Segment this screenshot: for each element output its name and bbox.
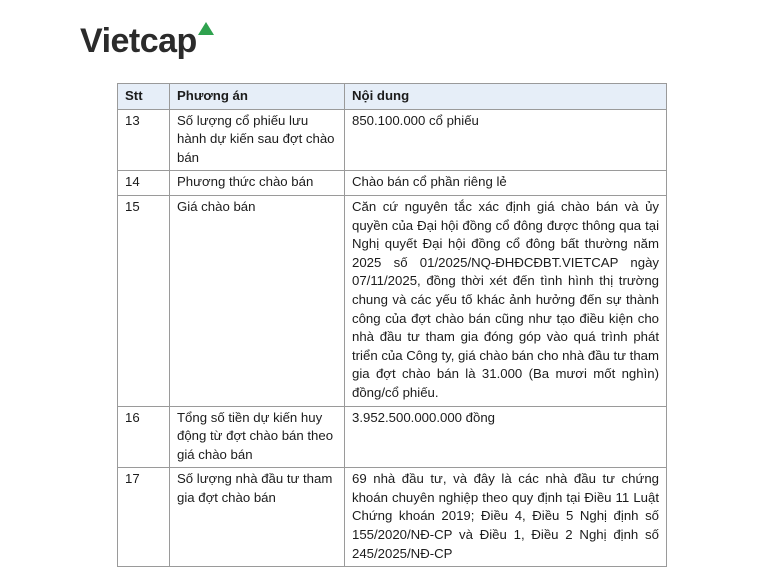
row-stt: 13 — [118, 109, 170, 171]
table-row — [118, 109, 667, 171]
offering-details-table — [117, 83, 667, 567]
row-option: Số lượng nhà đầu tư tham gia đợt chào bán — [170, 468, 345, 567]
row-content: 3.952.500.000.000 đồng — [345, 406, 667, 468]
table-row — [118, 195, 667, 406]
header-stt: Stt — [118, 84, 170, 110]
row-option: Số lượng cổ phiếu lưu hành dự kiến sau đợt chào bán — [170, 109, 345, 171]
row-option: Tổng số tiền dự kiến huy động từ đợt chào bán theo giá chào bán — [170, 406, 345, 468]
header-option: Phương án — [170, 84, 345, 110]
row-content: 69 nhà đầu tư, và đây là các nhà đầu tư chứng khoán chuyên nghiệp theo quy định tại Điều 11 Luật Chứng khoán 2019; Điều 4, Điều 5 Nghị định số 155/2020/NĐ-CP và Điều 1, Điều 2 Nghị định số 245/2025/NĐ-CP — [345, 468, 667, 567]
logo-wordmark: Vietcap — [80, 22, 197, 60]
row-content: 850.100.000 cổ phiếu — [345, 109, 667, 171]
table-header-row — [118, 84, 667, 110]
row-content: Chào bán cổ phần riêng lẻ — [345, 171, 667, 196]
row-content: Căn cứ nguyên tắc xác định giá chào bán và ủy quyền của Đại hội đồng cổ đông được thông qua tại Nghị quyết Đại hội đồng cổ đông bất thường năm 2025 số 01/2025/NQ-ĐHĐCĐBT.VIETCAP ngày 07/11/2025, đồng thời xét đến tình hình thị trường chung và các yếu tố khác ảnh hưởng đến sự thành công của đợt chào bán cũng như tạo điều kiện cho nhà đầu tư tham gia đóng góp vào quá trình phát triển của Công ty, giá chào bán cho nhà đầu tư tham gia đợt chào bán là 31.000 (Ba mươi mốt nghìn) đồng/cổ phiếu. — [345, 195, 667, 406]
row-option: Phương thức chào bán — [170, 171, 345, 196]
row-option: Giá chào bán — [170, 195, 345, 406]
row-stt: 16 — [118, 406, 170, 468]
row-stt: 14 — [118, 171, 170, 196]
row-stt: 17 — [118, 468, 170, 567]
vietcap-logo — [80, 22, 214, 60]
logo-triangle-icon — [198, 22, 214, 35]
row-stt: 15 — [118, 195, 170, 406]
table-row — [118, 468, 667, 567]
table-row — [118, 406, 667, 468]
header-content: Nội dung — [345, 84, 667, 110]
table-row — [118, 171, 667, 196]
